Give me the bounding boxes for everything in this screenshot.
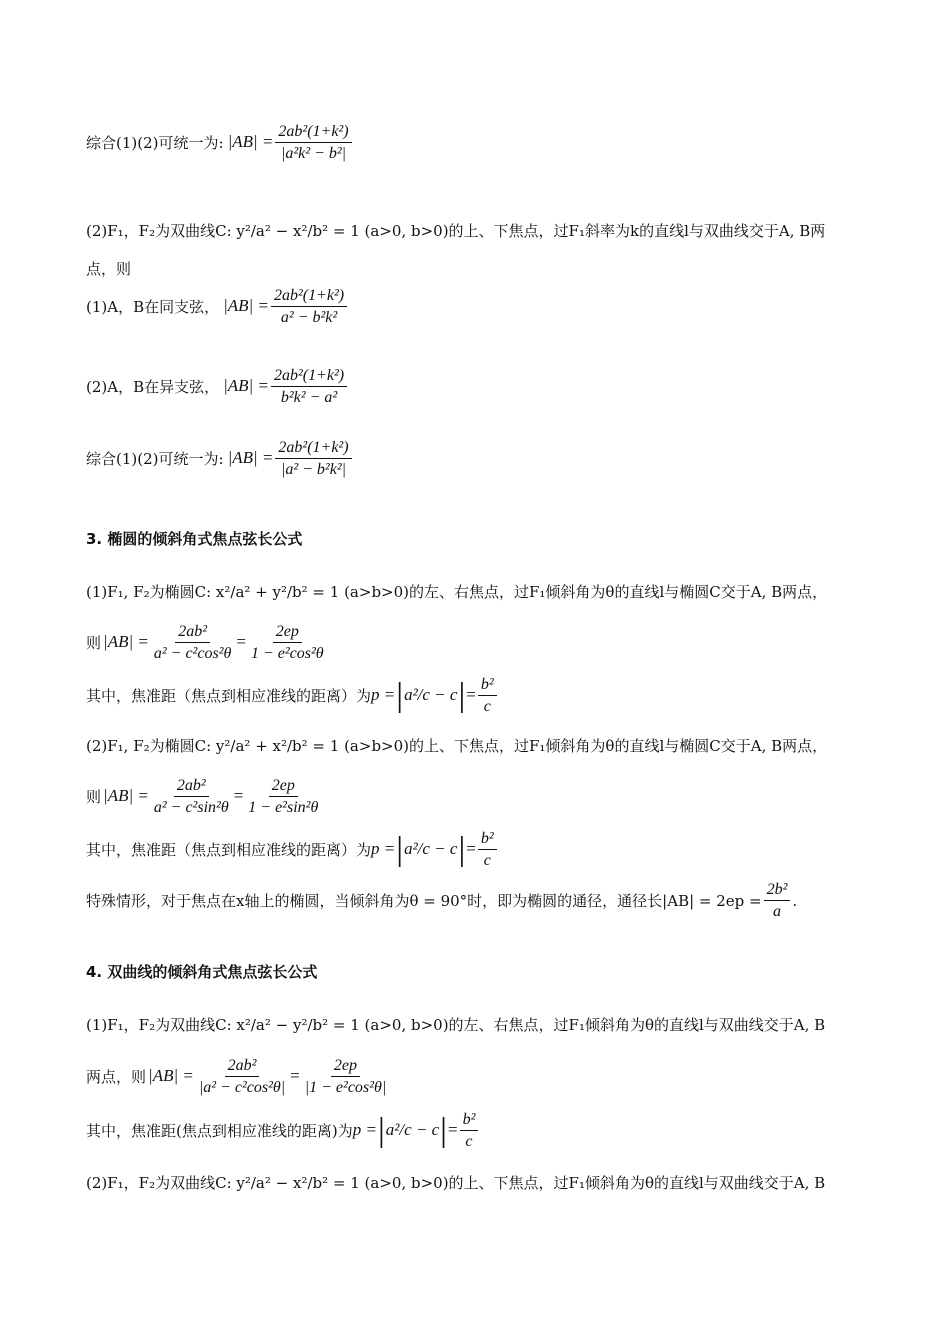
ellipse-p1: (1)F₁, F₂为椭圆C: x²/a² + y²/b² = 1 (a>b>0)的左、右焦点，过F₁倾斜角为θ的直线l与椭圆C交于A, B两点， [86, 583, 828, 601]
ellipse-p1-note: 其中，焦准距（焦点到相应准线的距离）为 p = | a²/c − c | = $\frac{\text{b²}}{c}$ [86, 675, 866, 716]
fraction: $\frac{\text{2ab²(1+k²)}}{\text{b²k² − a²}}$ [271, 366, 347, 407]
fraction: $\frac{\text{2ab²(1+k²)}}{\text{a² − b²k²}}$ [271, 286, 347, 327]
fraction: $\frac{\text{b²}}{c}$ [478, 829, 497, 870]
fraction: $\frac{\text{2ab²}}{\text{a² − c²sin²θ}}$ [153, 777, 229, 817]
different-branch-formula: (2)A，B在异支弦， |AB| = $\frac{\text{2ab²(1+k²)}}{\text{b²k² − a²}}$ [86, 366, 866, 407]
hyperbola-p1: (1)F₁，F₂为双曲线C: x²/a² − y²/b² = 1 (a>0, b>0)的左、右焦点，过F₁倾斜角为θ的直线l与双曲线交于A, B [86, 1016, 826, 1034]
unified-formula-2: 综合(1)(2)可统一为: |AB| = $\frac{\text{2ab²(1+k²)}}{\text{|a² − b²k²|}}$ [86, 438, 866, 479]
fraction: $\frac{\text{2ab²(1+k²)}}{\text{|a² − b²k²|}}$ [275, 438, 351, 479]
then-line: 点，则 [86, 260, 132, 278]
fraction: $\frac{\text{2ab²}}{\text{a² − c²cos²θ}}$ [153, 623, 232, 663]
hyperbola-p1-note: 其中，焦准距(焦点到相应准线的距离)为 p = | a²/c − c | = $\frac{\text{b²}}{c}$ [86, 1110, 866, 1151]
ellipse-special-case: 特殊情形，对于焦点在x轴上的椭圆，当倾斜角为θ = 90°时，即为椭圆的通径，通径长|AB| = 2ep = $\frac{\text{2b²}}{a}$ . [86, 881, 798, 921]
fraction: $\frac{2ep}{\text{|1 − e²cos²θ|}}$ [304, 1057, 387, 1097]
ellipse-p2-note: 其中，焦准距（焦点到相应准线的距离）为 p = | a²/c − c | = $\frac{\text{b²}}{c}$ [86, 829, 866, 870]
hyperbola-definition-2: (2)F₁，F₂为双曲线C: y²/a² − x²/b² = 1 (a>0, b>0)的上、下焦点，过F₁斜率为k的直线l与双曲线交于A, B两 [86, 222, 826, 240]
ellipse-p2: (2)F₁, F₂为椭圆C: y²/a² + x²/b² = 1 (a>b>0)的上、下焦点，过F₁倾斜角为θ的直线l与椭圆C交于A, B两点， [86, 737, 828, 755]
fraction: $\frac{2ep}{\text{1 − e²cos²θ}}$ [250, 623, 324, 663]
fraction: $\frac{\text{2ab²(1+k²)}}{\text{|a²k² − b²|}}$ [275, 122, 351, 163]
ellipse-p2-formula: 则 |AB| = $\frac{\text{2ab²}}{\text{a² − c²sin²θ}}$ = $\frac{2ep}{\text{1 − e²sin²θ}}$ [86, 776, 866, 817]
section-4-heading: 4. 双曲线的倾斜角式焦点弦长公式 [86, 963, 318, 981]
ellipse-p1-formula: 则 |AB| = $\frac{\text{2ab²}}{\text{a² − c²cos²θ}}$ = $\frac{2ep}{\text{1 − e²cos²θ}}$ [86, 622, 866, 663]
fraction: $\frac{\text{b²}}{c}$ [460, 1110, 479, 1151]
same-branch-formula: (1)A，B在同支弦， |AB| = $\frac{\text{2ab²(1+k²)}}{\text{a² − b²k²}}$ [86, 286, 866, 327]
section-3-heading: 3. 椭圆的倾斜角式焦点弦长公式 [86, 530, 303, 548]
fraction: $\frac{2ep}{\text{1 − e²sin²θ}}$ [248, 777, 319, 817]
hyperbola-p2: (2)F₁，F₂为双曲线C: y²/a² − x²/b² = 1 (a>0, b>0)的上、下焦点，过F₁倾斜角为θ的直线l与双曲线交于A, B [86, 1174, 826, 1192]
unified-formula-1: 综合(1)(2)可统一为: |AB| = $\frac{\text{2ab²(1+k²)}}{\text{|a²k² − b²|}}$ [86, 122, 866, 163]
fraction: $\frac{\text{b²}}{c}$ [478, 675, 497, 716]
fraction: $\frac{\text{2ab²}}{\text{|a² − c²cos²θ|}}$ [198, 1057, 286, 1097]
fraction: $\frac{\text{2b²}}{a}$ [764, 880, 791, 921]
hyperbola-p1-formula: 两点，则 |AB| = $\frac{\text{2ab²}}{\text{|a² − c²cos²θ|}}$ = $\frac{2ep}{\text{|1 − e²cos²θ|}}$ [86, 1056, 866, 1097]
